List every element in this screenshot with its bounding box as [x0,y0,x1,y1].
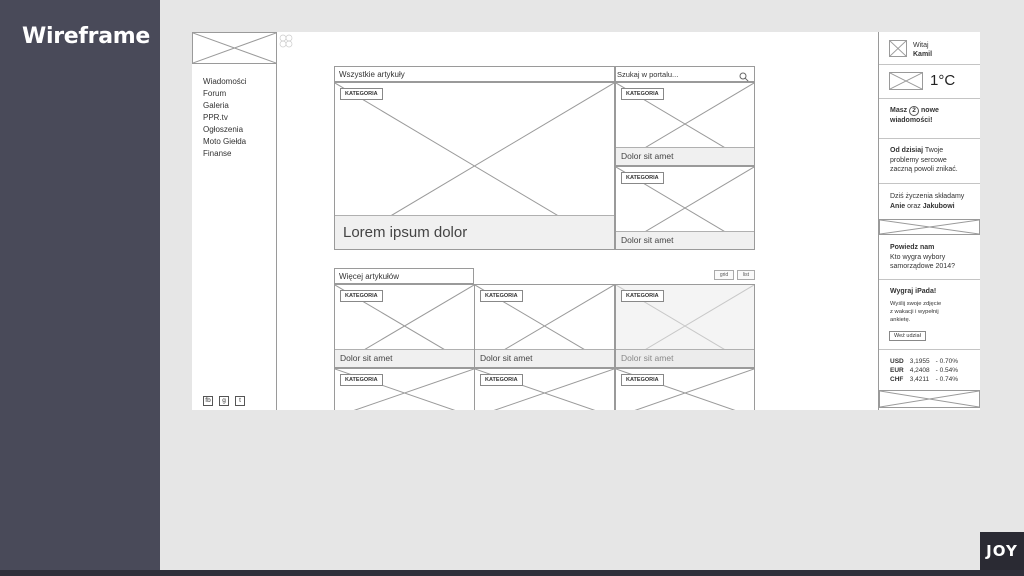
poll-title: Powiedz nam [890,244,935,251]
more-articles-label: Więcej artykułów [339,272,400,281]
divider [879,349,980,350]
messages-suffix: nowe [921,107,939,114]
wishes-and: oraz [907,202,921,210]
currency-change: - 0.54% [935,367,959,374]
horoscope [890,146,958,175]
currency-code: CHF [890,376,904,383]
nav-item-moto-gielda[interactable]: Moto Giełda [203,137,247,146]
list-view-button[interactable]: list [737,270,755,280]
grid-article-caption[interactable]: Dolor sit amet [616,349,754,367]
contest-line: Wyślij swoje zdjęcie [890,301,942,307]
logo-placeholder-icon[interactable] [192,32,277,64]
facebook-icon[interactable]: fb [203,396,213,406]
contest [890,287,936,297]
more-articles-header [334,268,474,284]
nav-item-ogloszenia[interactable]: Ogłoszenia [203,125,244,134]
currency-code: EUR [890,367,904,374]
poll-question: Kto wygra wybory [890,253,946,261]
contest-title: Wygraj iPada! [890,288,937,295]
nav-item-galeria[interactable]: Galeria [203,101,229,110]
divider [879,138,980,139]
name-day [890,192,964,211]
category-tag[interactable]: KATEGORIA [480,374,523,386]
banner-placeholder-icon[interactable] [879,219,980,235]
search-input[interactable]: Szukaj w portalu... [617,70,679,79]
featured-article[interactable] [334,82,615,250]
user-greeting [913,41,932,59]
side-article-caption[interactable]: Dolor sit amet [616,147,754,165]
wishes-text: Dziś życzenia składamy [890,193,965,200]
currency-value: 3,1955 [909,358,930,365]
left-column-divider [276,32,277,410]
join-contest-button[interactable]: Weź udział [889,331,926,341]
category-tag[interactable]: KATEGORIA [621,172,664,184]
horoscope-bold: Od dzisiaj [890,147,924,154]
grid-article[interactable] [615,368,755,410]
all-articles-label: Wszystkie artykuły [339,70,405,79]
divider [879,279,980,280]
messages-prefix: Masz [890,107,908,114]
avatar-icon[interactable] [889,40,907,57]
all-articles-header [334,66,615,82]
divider [879,98,980,99]
category-tag[interactable]: KATEGORIA [340,88,383,100]
pattern-icon [279,34,293,48]
category-tag[interactable]: KATEGORIA [340,290,383,302]
horoscope-text: problemy sercowe [890,156,947,164]
contest-line: z wakacji i wypełnij [890,309,939,315]
currency-value: 3,4211 [909,376,930,383]
category-tag[interactable]: KATEGORIA [621,88,664,100]
side-article-1[interactable] [615,82,755,166]
currency-change: - 0.70% [935,358,959,365]
grid-view-button[interactable]: grid [714,270,734,280]
nav-item-pprtv[interactable]: PPR.tv [203,113,228,122]
currency-table [890,357,964,384]
messages-notice[interactable] [890,106,939,126]
google-plus-icon[interactable]: g [219,396,229,406]
grid-article[interactable] [334,368,475,410]
currency-value: 4,2408 [909,367,930,374]
main-nav [203,76,247,160]
grid-article-caption[interactable]: Dolor sit amet [475,349,614,367]
poll-question: samorządowe 2014? [890,263,955,270]
nav-item-forum[interactable]: Forum [203,89,227,98]
grid-article[interactable] [474,368,615,410]
table-row [890,366,964,375]
messages-count-badge[interactable]: 2 [909,106,919,116]
category-tag[interactable]: KATEGORIA [621,290,664,302]
user-name[interactable]: Kamil [913,51,933,58]
temperature: 1°C [930,72,956,89]
grid-article[interactable] [334,284,475,368]
banner-placeholder-icon[interactable] [879,390,980,408]
side-article-2[interactable] [615,166,755,250]
side-article-caption[interactable]: Dolor sit amet [616,231,754,249]
messages-line2: wiadomości! [890,117,933,124]
category-tag[interactable]: KATEGORIA [480,290,523,302]
nav-item-finanse[interactable]: Finanse [203,149,232,158]
right-sidebar [879,32,980,410]
table-row [890,375,964,384]
category-tag[interactable]: KATEGORIA [621,374,664,386]
contest-description [890,300,941,324]
nav-item-wiadomosci[interactable]: Wiadomości [203,77,247,86]
featured-caption[interactable]: Lorem ipsum dolor [335,215,614,249]
horoscope-text: Twoje [924,147,944,154]
slide-title: Wireframe [22,24,150,49]
grid-article-hover[interactable] [615,284,755,368]
grid-article[interactable] [474,284,615,368]
currency-code: USD [890,358,904,365]
currency-change: - 0.74% [935,376,959,383]
contest-line: ankietę. [890,317,911,323]
category-tag[interactable]: KATEGORIA [340,374,383,386]
poll[interactable] [890,243,955,272]
wishes-name: Jakubowi [922,202,955,210]
twitter-icon[interactable]: t [235,396,245,406]
slide-side-panel [0,0,160,576]
table-row [890,357,964,366]
search-field[interactable] [615,66,755,82]
grid-article-caption[interactable]: Dolor sit amet [335,349,474,367]
divider [879,183,980,184]
weather-icon [889,72,923,90]
divider [879,64,980,65]
wireframe-canvas [192,32,980,410]
slide-bottom-bar [0,570,1024,576]
horoscope-text: zaczną powoli znikać. [890,166,958,173]
greeting-text: Witaj [913,42,929,49]
joy-logo: JOY [980,532,1024,570]
wishes-name: Anie [890,202,906,210]
